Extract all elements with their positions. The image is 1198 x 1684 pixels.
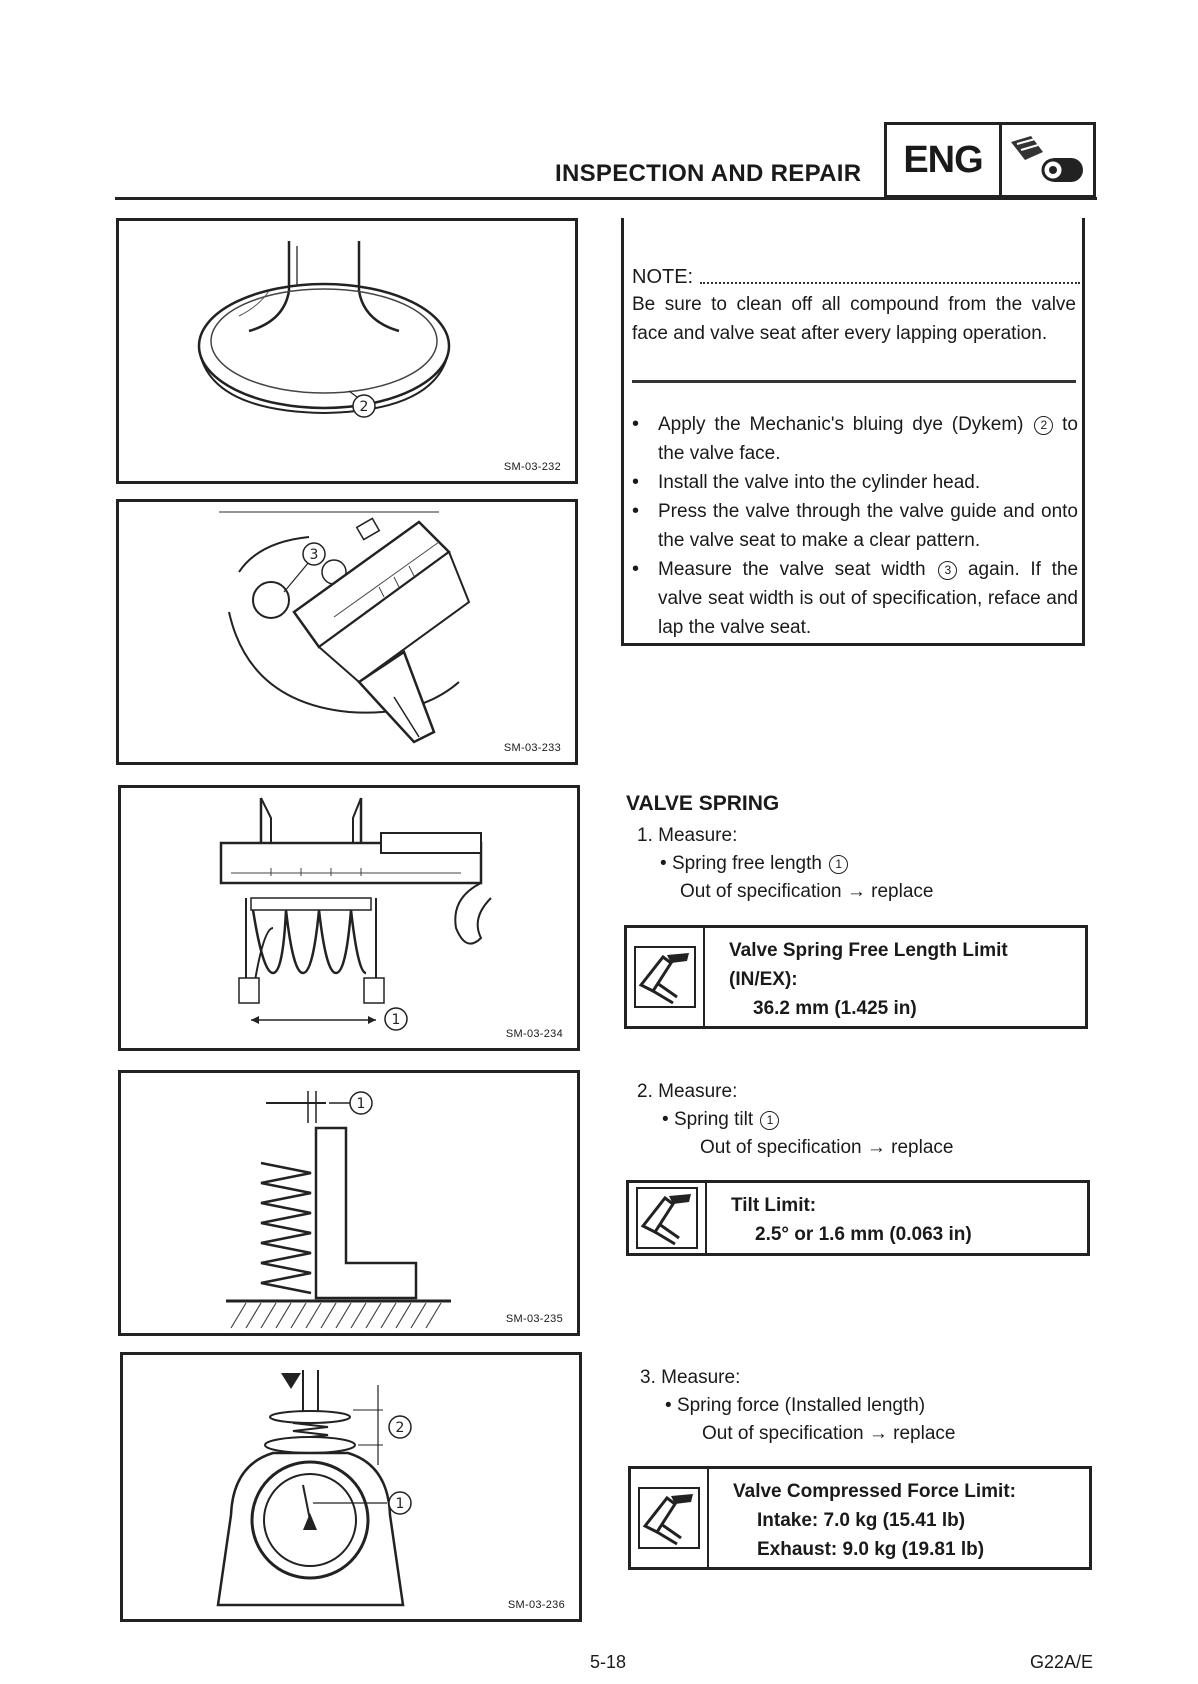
callout-1: 1 — [395, 1496, 405, 1512]
callout-3: 3 — [309, 547, 319, 563]
step-2-result: Out of specification → replace — [700, 1137, 954, 1158]
lapping-steps-list — [618, 410, 1078, 642]
figure-label: SM-03-232 — [503, 461, 561, 473]
list-item: • Install the valve into the cylinder head. — [618, 468, 1078, 497]
engine-icon — [1002, 125, 1093, 195]
step-3: 3. Measure: — [640, 1367, 741, 1388]
step-2: 2. Measure: — [637, 1081, 738, 1102]
step-1-item: • Spring free length 1 — [660, 850, 848, 878]
note-heading: NOTE: — [632, 266, 694, 288]
spec-content: Tilt Limit: 2.5° or 1.6 mm (0.063 in) — [731, 1195, 972, 1245]
callout-ref: 1 — [829, 855, 848, 874]
spec-content: Valve Spring Free Length Limit (IN/EX): 36.2 mm (1.425 in) — [729, 940, 1008, 1019]
caliper-icon — [627, 928, 705, 1026]
callout-ref: 1 — [760, 1111, 779, 1130]
callout-ref: 3 — [938, 561, 957, 580]
note-divider — [632, 380, 1076, 383]
spring-length-drawing — [121, 788, 577, 1048]
step-2-item: • Spring tilt 1 — [662, 1106, 779, 1134]
valve-face-drawing — [119, 221, 575, 481]
figure-spring-force — [120, 1352, 582, 1622]
list-item: • Measure the valve seat width 3 again. If the valve seat width is out of specification, reface and lap the valve seat. — [618, 555, 1078, 642]
list-item: • Press the valve through the valve guide and onto the valve seat to make a clear pattern. — [618, 497, 1078, 555]
figure-label: SM-03-233 — [503, 742, 561, 754]
section-badge-label: ENG — [887, 125, 1002, 195]
note-heading-rule — [700, 282, 1080, 284]
spring-tilt-drawing — [121, 1073, 577, 1333]
figure-label: SM-03-234 — [505, 1028, 563, 1040]
section-title: VALVE SPRING — [626, 792, 780, 815]
callout-1: 1 — [356, 1096, 366, 1112]
figure-free-length — [118, 785, 580, 1051]
section-badge — [884, 122, 1096, 198]
figure-valve-face — [116, 218, 578, 484]
spec-content: Valve Compressed Force Limit: Intake: 7.0 kg (15.41 lb) Exhaust: 9.0 kg (19.81 lb) — [733, 1481, 1016, 1560]
manual-code: G22A/E — [1030, 1652, 1094, 1672]
page-title: INSPECTION AND REPAIR — [555, 160, 862, 187]
step-1-result: Out of specification → replace — [680, 881, 934, 902]
callout-ref: 2 — [1034, 416, 1053, 435]
figure-spring-tilt — [118, 1070, 580, 1336]
caliper-icon — [631, 1469, 709, 1567]
figure-label: SM-03-236 — [507, 1599, 565, 1611]
figure-label: SM-03-235 — [505, 1313, 563, 1325]
step-3-result: Out of specification → replace — [702, 1423, 956, 1444]
callout-2: 2 — [395, 1420, 405, 1436]
spring-scale-drawing — [123, 1355, 579, 1619]
spec-box-compressed-force — [628, 1466, 1092, 1570]
callout-2: 2 — [359, 399, 369, 415]
note-text: Be sure to clean off all compound from the valve face and valve seat after every lapping operation. — [632, 294, 1076, 344]
spec-box-free-length — [624, 925, 1088, 1029]
spec-box-tilt — [626, 1180, 1090, 1256]
page-number: 5-18 — [590, 1652, 627, 1672]
callout-1: 1 — [391, 1012, 401, 1028]
list-item: • Apply the Mechanic's bluing dye (Dykem) 2 to the valve face. — [618, 410, 1078, 468]
caliper-drawing — [119, 502, 575, 762]
step-1: 1. Measure: — [637, 825, 738, 846]
step-3-item: • Spring force (Installed length) — [665, 1392, 925, 1420]
figure-seat-width — [116, 499, 578, 765]
caliper-icon — [629, 1183, 707, 1253]
